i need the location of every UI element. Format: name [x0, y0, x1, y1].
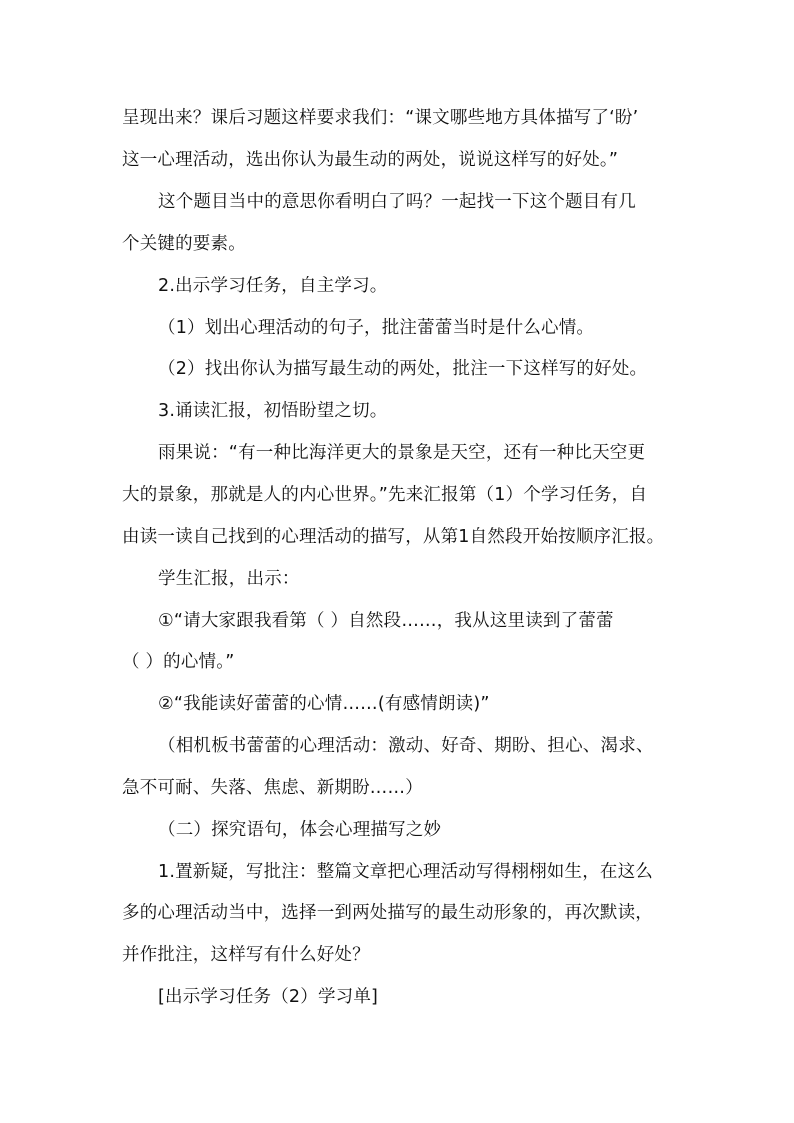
prompt-item: ②“我能读好蕾蕾的心情……(有感情朗读)”	[158, 694, 490, 714]
text-line: 多的心理活动当中，选择一到两处描写的最生动形象的，再次默读，	[122, 903, 653, 923]
text-line: 并作批注，这样写有什么好处？	[122, 945, 370, 965]
prompt-item: ①“请大家跟我看第（ ）自然段……，我从这里读到了蕾蕾	[158, 611, 614, 631]
prompt-item-continued: （ ）的心情。”	[122, 652, 235, 672]
section-heading: 3.诵读汇报，初悟盼望之切。	[158, 401, 388, 421]
section-heading: （二）探究语句，体会心理描写之妙	[158, 820, 442, 840]
text-line: 呈现出来？课后习题这样要求我们：“课文哪些地方具体描写了‘盼’	[122, 108, 639, 128]
task-item: （2）找出你认为描写最生动的两处，批注一下这样写的好处。	[158, 359, 648, 379]
board-note-continued: 急不可耐、失落、焦虑、新期盼……）	[122, 778, 423, 798]
text-line: 大的景象，那就是人的内心世界。”先来汇报第（1）个学习任务，自	[122, 485, 648, 505]
text-line: 雨果说：“有一种比海洋更大的景象是天空，还有一种比天空更	[158, 443, 646, 463]
board-note: （相机板书蕾蕾的心理活动：激动、好奇、期盼、担心、渴求、	[158, 736, 654, 756]
text-line: 由读一读自己找到的心理活动的描写，从第1自然段开始按顺序汇报。	[122, 527, 665, 547]
text-line: 学生汇报，出示：	[158, 569, 300, 589]
text-line: 这一心理活动，选出你认为最生动的两处，说说这样写的好处。”	[122, 150, 619, 170]
text-line: 1.置新疑，写批注：整篇文章把心理活动写得栩栩如生，在这么	[158, 862, 653, 882]
section-heading: 2.出示学习任务，自主学习。	[158, 276, 388, 296]
worksheet-note: [出示学习任务（2）学习单]	[158, 987, 379, 1007]
text-line: 个关键的要素。	[122, 234, 246, 254]
text-line: 这个题目当中的意思你看明白了吗？一起找一下这个题目有几	[158, 192, 636, 212]
task-item: （1）划出心理活动的句子，批注蕾蕾当时是什么心情。	[158, 318, 595, 338]
